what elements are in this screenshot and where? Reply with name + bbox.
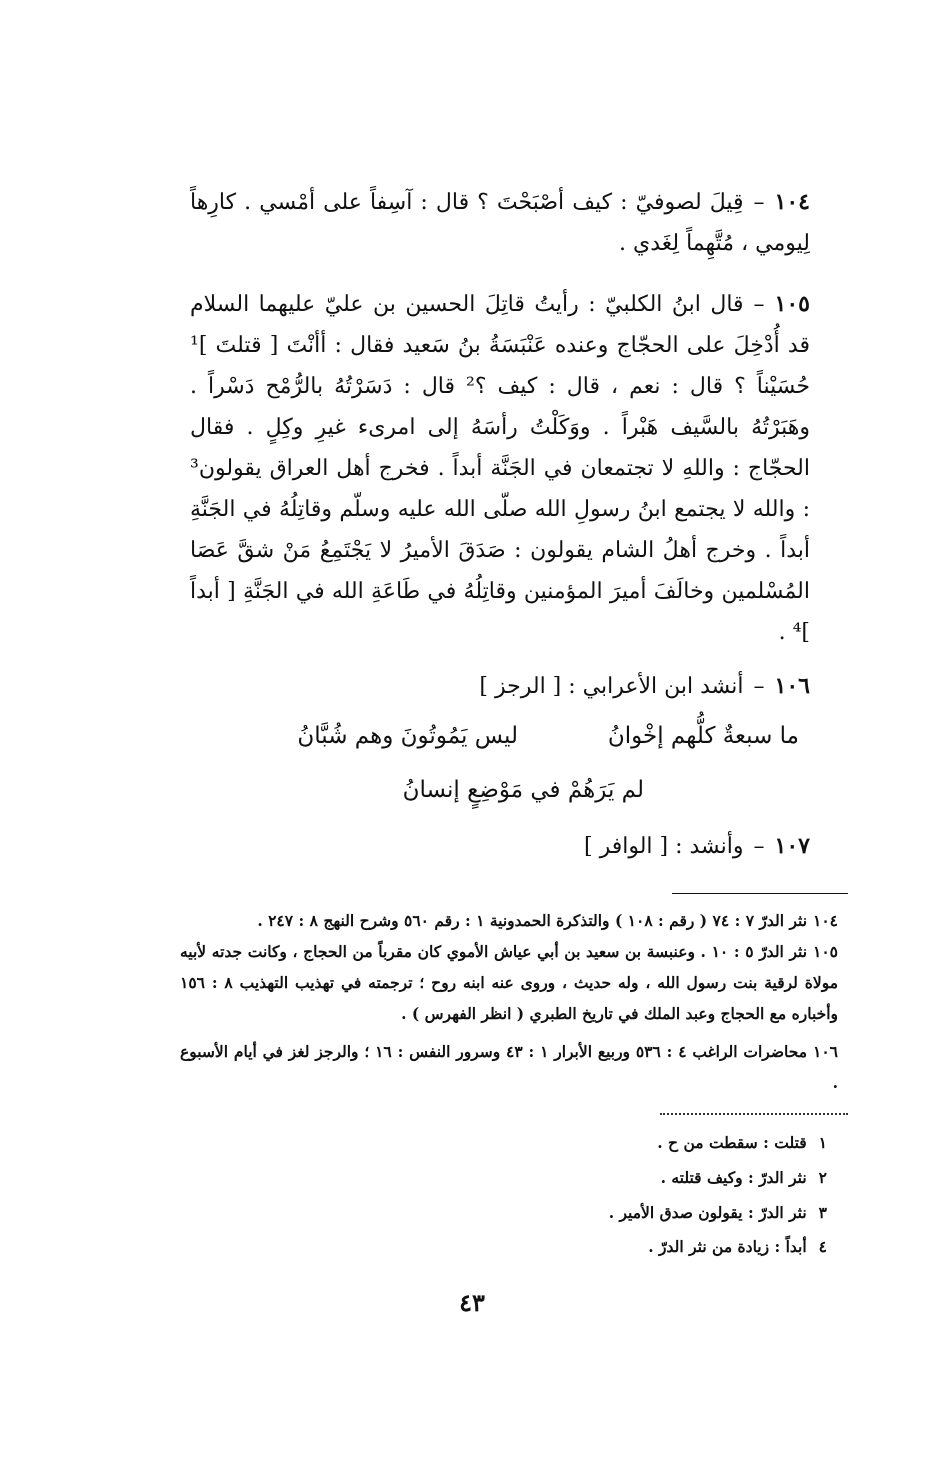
note-text: نثر الدرّ ٧ : ٧٤ ( رقم : ١٠٨ ) والتذكرة الحمدونية ١ : رقم ٥٦٠ وشرح النهج ٨ : ٢٤٧ . [257, 911, 808, 930]
footnote-2 [661, 1163, 827, 1193]
entry-number: ١٠٦ [774, 673, 810, 699]
entry-number: ١٠٥ [774, 291, 810, 317]
entry-106 [190, 666, 810, 707]
entry-text: قال ابنُ الكلبيّ : رأيتُ قاتِلَ الحسين بن عليّ عليهما السلام قد أُدْخِلَ على الحجّاج وعنده عَنْبَسَةُ بنُ سَعيد فقال : أأنْتَ [ قتلتَ ]¹ حُسَيْناً ؟ قال : نعم ، قال : كيف ؟² قال : دَسَرْتُهُ بالرُّمْح دَسْراً . وهَبَرْتُهُ بالسَّيف هَبْراً . ووَكَلْتُ رأسَهُ إلى امرىء غيرِ وكِلٍ . فقال الحجّاج : واللهِ لا تجتمعان في الجَنَّة أبداً . فخرج أهل العراق يقولون³ : والله لا يجتمع ابنُ رسولِ الله صلّى الله عليه وسلّم وقاتِلُهُ في الجَنَّةِ أبداً . وخرج أهلُ الشام يقولون : صَدَقَ الأميرُ لا يَجْتَمِعُ مَنْ شقَّ عَصَا المُسْلمين وخالَفَ أميرَ المؤمنين وقاتِلُهُ في طَاعَةِ الله في الجَنَّةِ [ أبداً ]⁴ . [190, 292, 810, 645]
entry-number: ١٠٧ [774, 833, 810, 859]
notes-separator-rule [672, 893, 848, 894]
entry-text: وأنشد : [ الوافر ] [584, 834, 744, 859]
footnote-number: ١ [818, 1133, 827, 1152]
footnote-number: ٢ [818, 1168, 827, 1187]
entry-number: ١٠٤ [774, 189, 810, 215]
footnotes-separator-rule [660, 1113, 848, 1115]
source-note-106 [180, 1036, 838, 1098]
footnote-text: نثر الدرّ : وكيف قتلته . [660, 1168, 807, 1187]
footnote-number: ٣ [818, 1203, 827, 1222]
verse-hemistich-1a: ما سبعةٌ كلُّهم إخْوانُ [607, 723, 799, 749]
footnote-4 [648, 1232, 827, 1262]
entry-text: أنشد ابن الأعرابي : [ الرجز ] [479, 674, 744, 699]
entry-104 [190, 182, 810, 264]
source-note-104 [180, 905, 838, 936]
source-note-105 [180, 936, 838, 1029]
entry-dash: – [753, 834, 765, 859]
note-number: ١٠٥ [813, 942, 838, 961]
footnote-text: نثر الدرّ : يقولون صدق الأمير . [608, 1203, 807, 1222]
note-text: نثر الدرّ ٥ : ١٠ . وعنبسة بن سعيد بن أبي عياش الأموي كان مقرباً من الحجاج ، وكانت جدته لأبيه مولاة لرقية بنت رسول الله ، وله حديث ، وروى عنه ابنه روح ؛ ترجمته في تهذيب التهذيب ٨ : ١٥٦ وأخباره مع الحجاج وعبد الملك في تاريخ الطبري ( انظر الفهرس ) . [180, 942, 838, 1023]
footnote-number: ٤ [818, 1237, 827, 1256]
entry-107 [190, 826, 810, 867]
footnote-text: أبداً : زيادة من نثر الدرّ . [648, 1237, 807, 1256]
note-number: ١٠٤ [813, 911, 838, 930]
verse-line-2: لم يَرَهُمْ في مَوْضِعٍ إنسانُ [402, 777, 644, 803]
entry-dash: – [753, 190, 765, 215]
footnote-1 [657, 1128, 827, 1158]
note-text: محاضرات الراغب ٤ : ٥٣٦ وربيع الأبرار ١ : ٤٣ وسرور النفس : ١٦ ؛ والرجز لغز في أيام الأسبوع . [180, 1042, 838, 1092]
entry-text: قِيلَ لصوفيّ : كيف أصْبَحْتَ ؟ قال : آسِفاً على أمْسي . كارِهاً لِيومي ، مُتَّهِماً لِغَدي . [190, 190, 810, 256]
page-number: ٤٣ [459, 1288, 485, 1317]
footnote-text: قتلت : سقطت من ح . [657, 1133, 807, 1152]
verse-hemistich-1b: ليس يَمُوتُونَ وهم شُبَّانُ [297, 723, 518, 749]
note-number: ١٠٦ [813, 1042, 838, 1061]
entry-dash: – [753, 674, 765, 699]
entry-dash: – [753, 292, 765, 317]
footnote-3 [609, 1198, 827, 1228]
entry-105 [190, 284, 810, 653]
